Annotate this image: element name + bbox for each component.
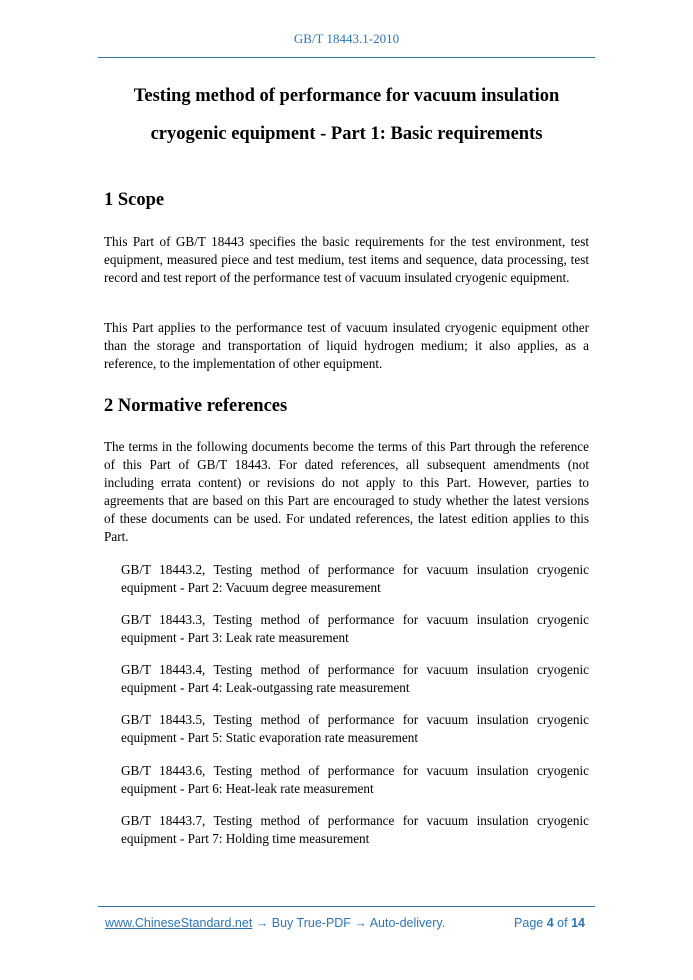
website-link[interactable]: www.ChineseStandard.net: [105, 916, 253, 930]
reference-item: GB/T 18443.7, Testing method of performance for vacuum insulation cryogenic equipment - Part 7: Holding time measurement: [121, 813, 589, 847]
title-line-2: cryogenic equipment - Part 1: Basic requirements: [150, 124, 543, 144]
footer-tagline: → Buy True-PDF → Auto-delivery.: [252, 916, 446, 930]
reference-item: GB/T 18443.6, Testing method of performance for vacuum insulation cryogenic equipment - Part 6: Heat-leak rate measurement: [121, 763, 589, 797]
section-heading-scope: 1 Scope: [104, 190, 165, 210]
reference-item: GB/T 18443.5, Testing method of performance for vacuum insulation cryogenic equipment - Part 5: Static evaporation rate measurement: [121, 712, 589, 746]
scope-paragraph-1: This Part of GB/T 18443 specifies the basic requirements for the test environment, test equipment, measured piece and test medium, test items and sequence, data processing, test record and test report of the performance test of vacuum insulated cryogenic equipment.: [104, 234, 589, 286]
section-heading-normative-references: 2 Normative references: [104, 396, 288, 416]
page-total: 14: [571, 916, 585, 930]
page-current: 4: [546, 916, 554, 930]
scope-paragraph-2: This Part applies to the performance test of vacuum insulated cryogenic equipment other than the storage and transportation of liquid hydrogen medium; it also applies, as a reference, to the implementation of other equipment.: [104, 320, 589, 372]
footer-promo: [105, 916, 445, 930]
header-divider: [98, 57, 595, 58]
reference-item: GB/T 18443.3, Testing method of performance for vacuum insulation cryogenic equipment - Part 3: Leak rate measurement: [121, 612, 589, 646]
document-title: [98, 77, 595, 153]
title-line-1: Testing method of performance for vacuum insulation: [133, 86, 560, 106]
running-header: GB/T 18443.1-2010: [293, 31, 400, 46]
reference-item: GB/T 18443.4, Testing method of performance for vacuum insulation cryogenic equipment - Part 4: Leak-outgassing rate measurement: [121, 662, 589, 696]
reference-item: GB/T 18443.2, Testing method of performance for vacuum insulation cryogenic equipment - Part 2: Vacuum degree measurement: [121, 562, 589, 596]
normative-paragraph: The terms in the following documents become the terms of this Part through the reference of this Part of GB/T 18443. For dated references, all subsequent amendments (not including errata content) or revisions do not apply to this Part. However, parties to agreements that are based on this Part are encouraged to study whether the latest versions of these documents can be used. For undated references, the latest edition applies to this Part.: [104, 439, 589, 545]
page-number: [514, 916, 585, 930]
footer-divider: [98, 906, 595, 907]
page-label: Page: [514, 916, 544, 930]
page-of: of: [557, 916, 568, 930]
